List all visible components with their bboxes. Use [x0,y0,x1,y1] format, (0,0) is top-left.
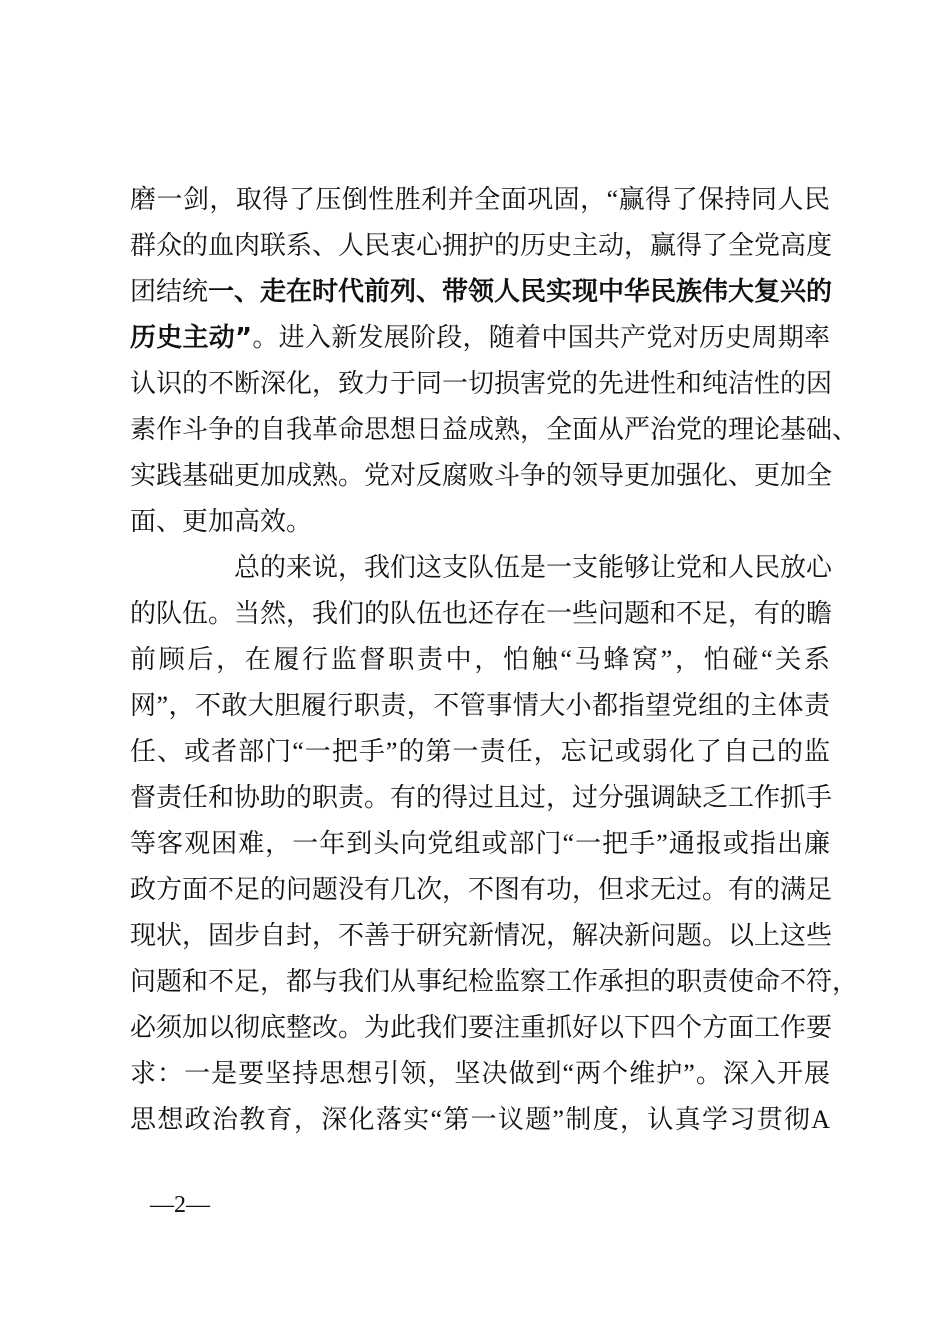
text-line: 网”，不敢大胆履行职责，不管事情大小都指望党组的主体责 [130,691,830,720]
text-line: 前顾后，在履行监督职责中，怕触“马蜂窝”，怕碰“关系 [130,645,830,674]
text-line [130,407,859,453]
text-line [130,315,830,361]
text-line: 任、或者部门“一把手”的第一责任，忘记或弱化了自己的监 [130,737,830,766]
text: 。进入新发展阶段，随着中国共产党对历史周期率 [252,323,830,352]
text-line: 思想政治教育，深化落实“第一议题”制度，认真学习贯彻A [130,1105,830,1134]
bold-heading-text: 一、走在时代前列、带领人民实现中华民族伟大复兴的 [208,277,833,307]
paragraph-1 [130,177,859,545]
paragraph-2 [130,545,859,1143]
document-body [130,177,859,1143]
text-line: 求：一是要坚持思想引领，坚决做到“两个维护”。深入开展 [130,1059,830,1088]
page-number: —2— [150,1192,210,1218]
text-line: 问题和不足，都与我们从事纪检监察工作承担的职责使命不符， [130,967,859,996]
text-line [130,269,833,315]
text: 认识的不断深化，致力于同一切损害党的先进性和纯洁性的因 [130,369,833,398]
text-line: 现状，固步自封，不善于研究新情况，解决新问题。以上这些 [130,921,833,950]
text-line: 政方面不足的问题没有几次，不图有功，但求无过。有的满足 [130,875,833,904]
text-line [130,361,833,407]
text-line: 总的来说，我们这支队伍是一支能够让党和人民放心 [234,553,833,582]
text-line: 的队伍。当然，我们的队伍也还存在一些问题和不足，有的瞻 [130,599,833,628]
text-line [130,177,830,223]
text: 磨一剑，取得了压倒性胜利并全面巩固，“赢得了保持同人民 [130,185,830,214]
text-line: 必须加以彻底整改。为此我们要注重抓好以下四个方面工作要 [130,1013,833,1042]
text: 群众的血肉联系、人民衷心拥护的历史主动，赢得了全党高度 [130,231,833,260]
text-line: 督责任和协助的职责。有的得过且过，过分强调缺乏工作抓手 [130,783,833,812]
text: 团结统 [130,277,209,306]
text: 面、更加高效。 [130,507,313,536]
text-line [130,223,833,269]
text: 实践基础更加成熟。党对反腐败斗争的领导更加强化、更加全 [130,461,833,490]
text-line [130,453,833,499]
text-line: 等客观困难，一年到头向党组或部门“一把手”通报或指出廉 [130,829,830,858]
bold-heading-text: 历史主动” [130,323,253,353]
text-line [130,499,830,545]
text: 素作斗争的自我革命思想日益成熟，全面从严治党的理论基础、 [130,415,859,444]
